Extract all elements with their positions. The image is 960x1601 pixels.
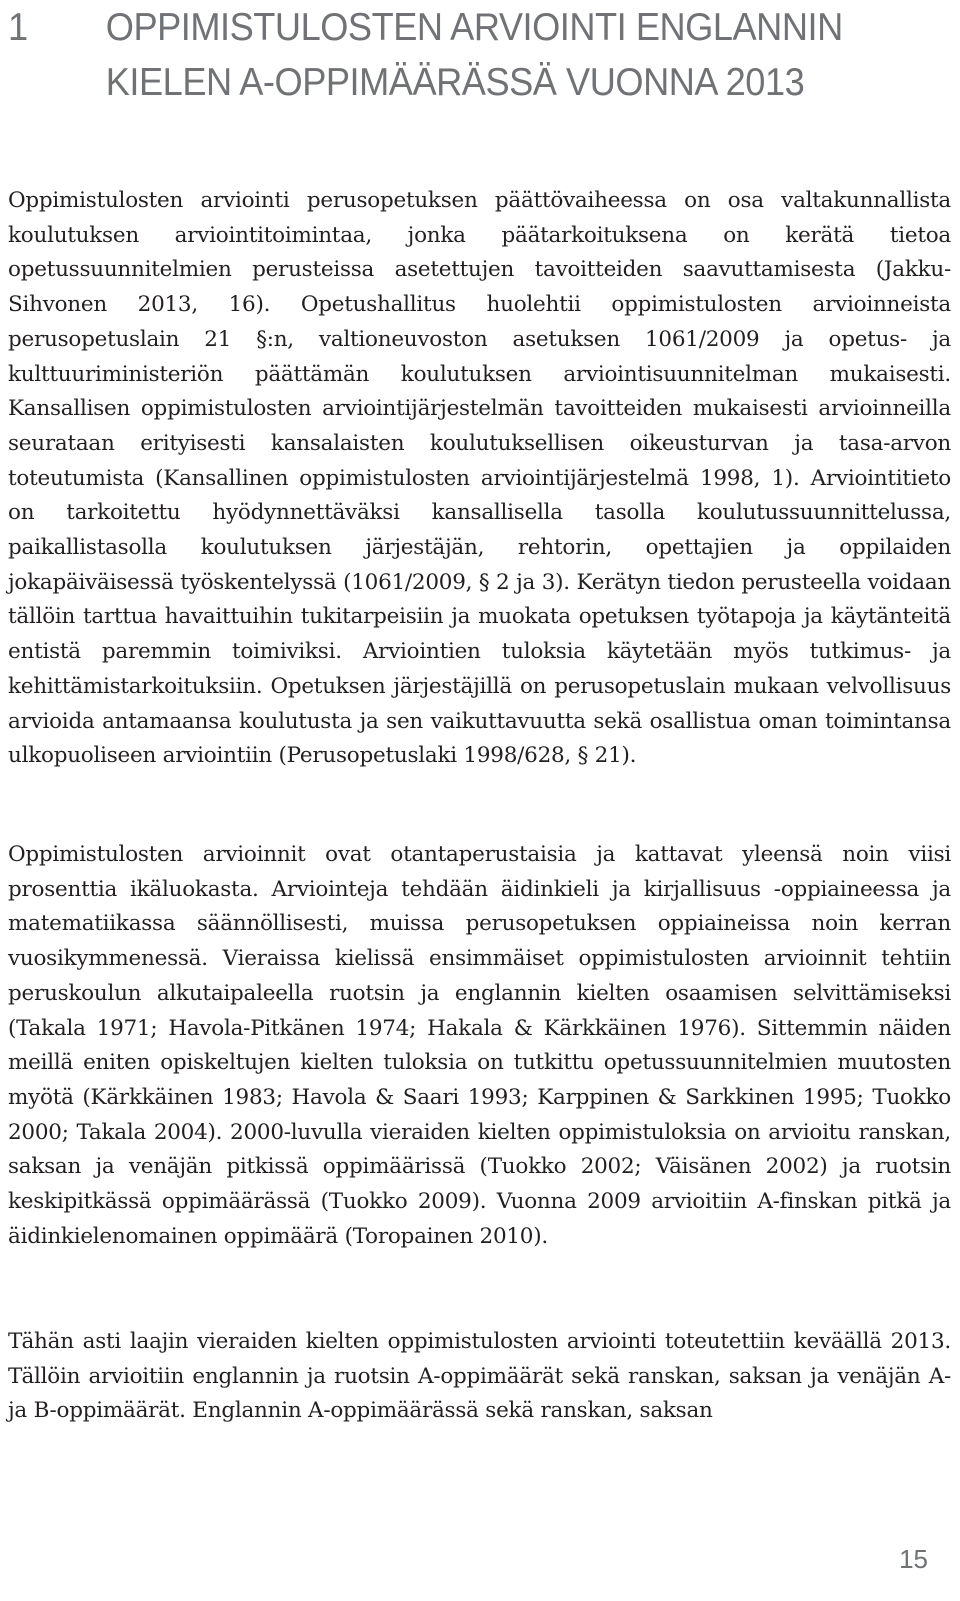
chapter-title <box>106 0 843 110</box>
chapter-number: 1 <box>8 6 28 49</box>
body-paragraph-1: Oppimistulosten arviointi perusopetuksen päättövaiheessa on osa valtakunnallista koulutuksen arviointitoimintaa, jonka päätarkoituksena on kerätä tietoa opetussuunnitelmien perusteissa asetettujen tavoitteiden saavuttamisesta (Jakku-Sihvonen 2013, 16). Opetushallitus huolehtii oppimistulosten arvioinneista perusopetuslain 21 §:n, valtioneuvoston asetuksen 1061/2009 ja opetus- ja kulttuuriministeriön päättämän koulutuksen arviointisuunnitelman mukaisesti. Kansallisen oppimistulosten arviointijärjestelmän tavoitteiden mukaisesti arvioinneilla seurataan erityisesti kansalaisten koulutuksellisen oikeusturvan ja tasa-arvon toteutumista (Kansallinen oppimistulosten arviointijärjestelmä 1998, 1). Arviointitieto on tarkoitettu hyödynnettäväksi kansallisella tasolla koulutussuunnittelussa, paikallistasolla koulutuksen järjestäjän, rehtorin, opettajien ja oppilaiden jokapäiväisessä työskentelyssä (1061/2009, § 2 ja 3). Kerätyn tiedon perusteella voidaan tällöin tarttua havaittuihin tukitarpeisiin ja muokata opetuksen työtapoja ja käytänteitä entistä paremmin toimiviksi. Arviointien tuloksia käytetään myös tutkimus- ja kehittämistarkoituksiin. Opetuksen järjestäjillä on perusopetuslain mukaan velvollisuus arvioida antamaansa koulutusta ja sen vaikuttavuutta sekä osallistua oman toimintansa ulkopuoliseen arviointiin (Perusopetuslaki 1998/628, § 21). <box>8 188 951 769</box>
body-paragraph-3: Tähän asti laajin vieraiden kielten oppimistulosten arviointi toteutettiin keväällä 2013. Tällöin arvioitiin englannin ja ruotsin A-oppimäärät sekä ranskan, saksan ja venäjän A- ja B-oppimäärät. Englannin A-oppimäärässä sekä ranskan, saksan <box>8 1329 951 1424</box>
page-number: 15 <box>899 1544 928 1574</box>
chapter-title-line-1: OPPIMISTULOSTEN ARVIOINTI ENGLANNIN <box>105 6 843 49</box>
body-paragraph-2: Oppimistulosten arvioinnit ovat otantaperustaisia ja kattavat yleensä noin viisi prosenttia ikäluokasta. Arviointeja tehdään äidinkieli ja kirjallisuus -oppiaineessa ja matematiikassa säännöllisesti, muissa perusopetuksen oppiaineissa noin kerran vuosikymmenessä. Vieraissa kielissä ensimmäiset oppimistulosten arvioinnit tehtiin peruskoulun alkutaipaleella ruotsin ja englannin kielten osaamisen selvittämiseksi (Takala 1971; Havola-Pitkänen 1974; Hakala & Kärkkäinen 1976). Sittemmin näiden meillä eniten opiskeltujen kielten tuloksia on tutkittu opetussuunnitelmien muutosten myötä (Kärkkäinen 1983; Havola & Saari 1993; Karppinen & Sarkkinen 1995; Tuokko 2000; Takala 2004). 2000-luvulla vieraiden kielten oppimistuloksia on arvioitu ranskan, saksan ja venäjän pitkissä oppimäärissä (Tuokko 2002; Väisänen 2002) ja ruotsin keskipitkässä oppimäärässä (Tuokko 2009). Vuonna 2009 arvioitiin A-finskan pitkä ja äidinkielenomainen oppimäärä (Toropainen 2010). <box>8 842 951 1249</box>
chapter-title-line-2: KIELEN A-OPPIMÄÄRÄSSÄ VUONNA 2013 <box>105 61 805 104</box>
